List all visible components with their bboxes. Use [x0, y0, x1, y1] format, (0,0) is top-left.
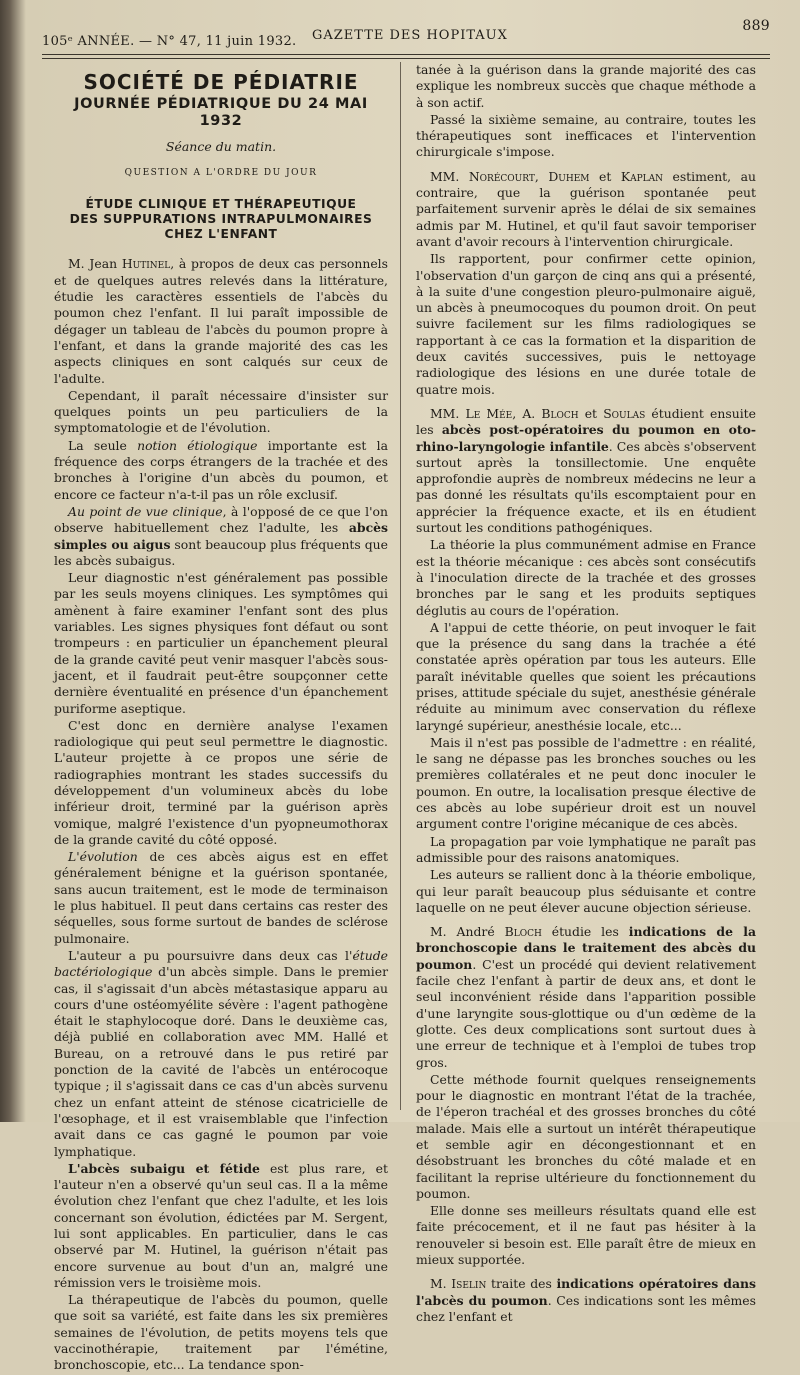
- header-rule-top: [42, 54, 770, 55]
- paragraph: A l'appui de cette théorie, on peut invoquer le fait que la présence du sang dans la trachée a été constatée après opération par tous les auteurs. Elle paraît inévitable quelles que soient les précautions prises, attitude spéciale du sujet, anesthésie générale réduite au minimum avec conservation du réflexe laryngé supérieur, anesthésie locale, etc...: [416, 619, 756, 733]
- paragraph: M. André Bloch étudie les indications de la bronchoscopie dans le traitement des abcès du poumon. C'est un procédé qui devient relativement facile chez l'enfant à partir de deux ans, et dont le seul inconvénient réside dans l'apparition possible d'une laryngite sous-glottique ou d'un œdème de la glotte. Ces deux complications sont surtout dues à une erreur de technique et à l'emploi de tubes trop gros.: [416, 924, 757, 1070]
- paragraph: tanée à la guérison dans la grande majorité des cas explique les nombreux succès que chaque méthode a à son actif.: [416, 62, 756, 110]
- page-header: [42, 18, 770, 56]
- paragraph: Elle donne ses meilleurs résultats quand elle est faite précocement, et il ne faut pas hésiter à la renouveler si besoin est. Elle paraît être de mieux en mieux supportée.: [416, 1203, 756, 1268]
- paragraph: L'évolution de ces abcès aigus est en effet généralement bénigne et la guérison spontanée, sans aucun traitement, est le mode de terminaison le plus habituel. Il peut dans certains cas rester des séquelles, sous forme surtout de bandes de sclérose pulmonaire.: [54, 849, 388, 946]
- paragraph: Cette méthode fournit quelques renseignements pour le diagnostic en montrant l'état de la trachée, de l'éperon trachéal et des grosses bronches du côté malade. Mais elle a surtout un intérêt thérapeutique et semble agir en décongestionnant et en désobstruant les bronches du côté malade et en facilitant la reprise ultérieure du fonctionnement du poumon.: [416, 1071, 756, 1201]
- journal-title: GAZETTE DES HOPITAUX: [312, 28, 508, 43]
- paragraph: La thérapeutique de l'abcès du poumon, quelle que soit sa variété, est faite dans les six premières semaines de l'évolution, de petits moyens tels que vaccinothérapie, traitement par l'émétine, bronchoscopie, etc... La tendance spon-: [54, 1292, 388, 1373]
- paragraph: La seule notion étiologique importante est la fréquence des corps étrangers de la trachée et des bronches à l'origine d'un abcès du poumon, et encore ce facteur n'a-t-il pas un rôle exclusif.: [54, 437, 388, 502]
- paragraph: Les auteurs se rallient donc à la théorie embolique, qui leur paraît beaucoup plus séduisante et contre laquelle on ne peut élever aucune objection sérieuse.: [416, 867, 756, 915]
- left-column: [54, 62, 388, 1375]
- paragraph: M. Jean Hutinel, à propos de deux cas personnels et de quelques autres relevés dans la littérature, étudie les caractères essentiels de l'abcès du poumon chez l'enfant. Il lui paraît impossible de dégager un tableau de l'abcès du poumon propre à l'enfant, et dans la grande majorité des cas les aspects cliniques en sont calqués sur ceux de l'adulte.: [54, 256, 388, 386]
- paragraph: MM. Le Mée, A. Bloch et Soulas étudient ensuite les abcès post-opératoires du poumon en oto-rhino-laryngologie infantile. Ces abcès s'observent surtout après la tonsillectomie. Une enquête approfondie auprès de nombreux médecins ne leur a pas donné les résultats qu'ils escomptaient pour en apprécier la fréquence exacte, et ils en étudient surtout les conditions pathogéniques.: [416, 405, 757, 536]
- paragraph: M. Iselin traite des indications opératoires dans l'abcès du poumon. Ces indications sont les mêmes chez l'enfant et: [416, 1276, 757, 1324]
- author-name: Hutinel: [121, 256, 171, 272]
- question-heading: QUESTION A L'ORDRE DU JOUR: [124, 168, 318, 179]
- study-title-line: DES SUPPURATIONS INTRAPULMONAIRES: [69, 212, 373, 227]
- header-rule-bottom: [42, 58, 770, 59]
- study-title-line: CHEZ L'ENFANT: [164, 227, 278, 242]
- page-number: 889: [742, 18, 770, 34]
- paragraph: Au point de vue clinique, à l'opposé de ce que l'on observe habituellement chez l'adulte, les abcès simples ou aigus sont beaucoup plus fréquents que les abcès subaigus.: [54, 503, 388, 568]
- study-title-line: ÉTUDE CLINIQUE ET THÉRAPEUTIQUE: [85, 197, 357, 212]
- paragraph: La théorie la plus communément admise en France est la théorie mécanique : ces abcès sont consécutifs à l'inoculation directe de la trachée et des grosses bronches par le sang et les produits septiques déglutis au cours de l'opération.: [416, 537, 756, 618]
- study-title: [54, 197, 388, 242]
- paragraph: MM. Norécourt, Duhem et Kaplan estiment, au contraire, que la guérison spontanée peut parfaitement survenir après le délai de six semaines admis par M. Hutinel, et qu'il faut savoir temporiser avant d'avoir recours à l'intervention chirurgicale.: [416, 168, 756, 249]
- paragraph: Passé la sixième semaine, au contraire, toutes les thérapeutiques sont inefficaces et l'intervention chirurgicale s'impose.: [416, 111, 756, 160]
- paragraph: Ils rapportent, pour confirmer cette opinion, l'observation d'un garçon de cinq ans qui a présenté, à la suite d'une congestion pleuro-pulmonaire aiguë, un abcès à pneumocoques du poumon droit. On peut suivre facilement sur les films radiologiques se rapportant à ce cas la formation et la disparition de deux cavités successives, puis le nettoyage radiologique des lésions en une durée totale de quatre mois.: [416, 251, 756, 397]
- paragraph: L'abcès subaigu et fétide est plus rare, et l'auteur n'en a observé qu'un seul cas. Il a la même évolution chez l'enfant que chez l'adulte, et les lois concernant son évolution, édictées par M. Sergent, lui sont applicables. En particulier, dans le cas observé par M. Hutinel, la guérison n'était pas encore survenue au bout d'un an, malgré une rémission vers le troisième mois.: [54, 1160, 388, 1290]
- journee-title: JOURNÉE PÉDIATRIQUE DU 24 MAI 1932: [74, 96, 368, 129]
- paragraph: Cependant, il paraît nécessaire d'insister sur quelques points un peu particuliers de la symptomatologie et de l'évolution.: [54, 387, 388, 436]
- paragraph: L'auteur a pu poursuivre dans deux cas l'étude bactériologique d'un abcès simple. Dans le premier cas, il s'agissait d'un abcès métastasique apparu au cours d'une ostéomyélite sévère : l'agent pathogène était le staphylocoque doré. Dans le deuxième cas, déjà publié en collaboration avec MM. Hallé et Bureau, on a retrouvé dans le pus retiré par ponction de la cavité de l'abcès un entérocoque typique ; il s'agissait dans ce cas d'un abcès survenu chez un enfant atteint de sténose cicatricielle de l'œsophage, et il est vraisemblable que l'infection avait dans ce cas gagné le poumon par voie lymphatique.: [54, 947, 388, 1159]
- right-column: [416, 62, 756, 1326]
- column-divider: [400, 62, 401, 1110]
- seance-subtitle: Séance du matin.: [165, 138, 277, 154]
- paragraph: Leur diagnostic n'est généralement pas possible par les seuls moyens cliniques. Les symptômes qui amènent à faire examiner l'enfant sont des plus variables. Les signes physiques font défaut ou sont trompeurs : en particulier un épanchement pleural de la grande cavité peut venir masquer l'abcès sous-jacent, et il faudrait peut-être soupçonner cette dernière éventualité en présence d'un épanchement puriforme aseptique.: [54, 570, 388, 716]
- issue-line: 105ᵉ ANNÉE. — N° 47, 11 juin 1932.: [42, 34, 297, 49]
- paragraph: La propagation par voie lymphatique ne paraît pas admissible pour des raisons anatomiques.: [416, 833, 756, 865]
- paragraph: Mais il n'est pas possible de l'admettre : en réalité, le sang ne dépasse pas les bronches souches ou les premières collatérales et ne peut donc inoculer le poumon. En outre, la localisation presque élective de ces abcès au lobe supérieur droit est un nouvel argument contre l'origine mécanique de ces abcès.: [416, 734, 756, 832]
- paragraph: C'est donc en dernière analyse l'examen radiologique qui peut seul permettre le diagnostic. L'auteur projette à ce propos une série de radiographies montrant les stades successifs du développement d'un volumineux abcès du lobe inférieur droit, terminé par la guérison après vomique, malgré l'existence d'un pyopneumothorax de la grande cavité du côté opposé.: [54, 717, 388, 847]
- society-title: SOCIÉTÉ DE PÉDIATRIE: [83, 70, 359, 94]
